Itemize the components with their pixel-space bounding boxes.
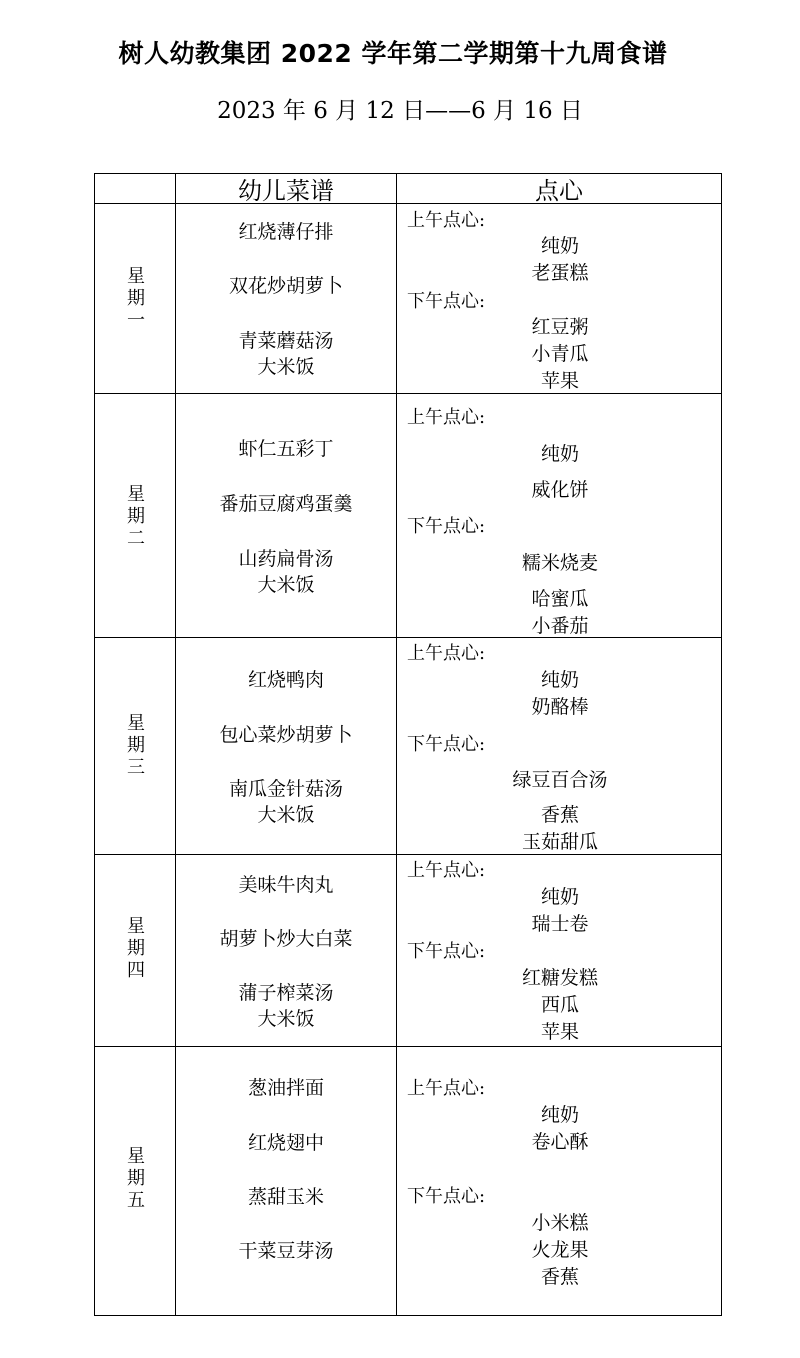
snack-item: 玉茹甜瓜	[521, 831, 598, 853]
snack-item: 哈蜜瓜	[531, 588, 589, 610]
dish-item: 葱油拌面	[247, 1077, 324, 1099]
snack-item: 苹果	[540, 370, 579, 392]
day-label: 星 期 二	[127, 484, 145, 549]
dish-item: 大米饭	[257, 356, 315, 378]
snack-item: 纯奶	[540, 235, 579, 257]
dish-item: 美味牛肉丸	[238, 874, 334, 896]
snack-item: 香蕉	[540, 804, 579, 826]
dish-item: 大米饭	[257, 1008, 315, 1030]
am-snack-label: 上午点心:	[407, 860, 486, 881]
snack-item: 小青瓜	[531, 343, 589, 365]
menu-title: 树人幼教集团 2022 学年第二学期第十九周食谱	[118, 39, 668, 68]
am-snack-label: 上午点心:	[407, 643, 486, 664]
row-divider	[94, 854, 722, 855]
dish-item: 胡萝卜炒大白菜	[219, 928, 353, 950]
row-divider	[94, 393, 722, 394]
snack-item: 纯奶	[540, 443, 579, 465]
table-border-right	[721, 173, 722, 1315]
dish-item: 干菜豆芽汤	[238, 1240, 334, 1262]
snack-item: 小番茄	[531, 615, 589, 637]
dish-item: 双花炒胡萝卜	[228, 275, 343, 297]
dish-item: 南瓜金针菇汤	[228, 778, 343, 800]
snack-item: 西瓜	[540, 994, 579, 1016]
am-snack-label: 上午点心:	[407, 407, 486, 428]
pm-snack-label: 下午点心:	[407, 516, 486, 537]
column-header-snacks: 点心	[535, 177, 583, 205]
dish-item: 蒸甜玉米	[247, 1186, 324, 1208]
snack-item: 绿豆百合汤	[512, 769, 608, 791]
dish-item: 虾仁五彩丁	[238, 438, 334, 460]
snack-item: 糯米烧麦	[521, 552, 598, 574]
pm-snack-label: 下午点心:	[407, 941, 486, 962]
snack-item: 香蕉	[540, 1266, 579, 1288]
snack-item: 纯奶	[540, 1104, 579, 1126]
snack-item: 卷心酥	[531, 1131, 589, 1153]
dish-item: 山药扁骨汤	[238, 548, 334, 570]
snack-item: 红豆粥	[531, 316, 589, 338]
dish-item: 红烧薄仔排	[238, 221, 334, 243]
column-divider	[396, 173, 397, 1315]
dish-item: 包心菜炒胡萝卜	[219, 724, 353, 746]
dish-item: 大米饭	[257, 804, 315, 826]
row-divider	[94, 1046, 722, 1047]
dish-item: 番茄豆腐鸡蛋羹	[219, 493, 353, 515]
pm-snack-label: 下午点心:	[407, 734, 486, 755]
dish-item: 蒲子榨菜汤	[238, 982, 334, 1004]
snack-item: 小米糕	[531, 1212, 589, 1234]
dish-item: 青菜蘑菇汤	[238, 330, 334, 352]
am-snack-label: 上午点心:	[407, 210, 486, 231]
pm-snack-label: 下午点心:	[407, 291, 486, 312]
day-label: 星 期 四	[127, 916, 145, 981]
column-header-dishes: 幼儿菜谱	[238, 177, 334, 205]
table-border-bottom	[94, 1315, 722, 1316]
dish-item: 大米饭	[257, 574, 315, 596]
snack-item: 火龙果	[531, 1239, 589, 1261]
dish-item: 红烧鸭肉	[247, 669, 324, 691]
day-label: 星 期 五	[127, 1146, 145, 1211]
table-border-left	[94, 173, 95, 1315]
day-label: 星 期 一	[127, 266, 145, 331]
day-label: 星 期 三	[127, 713, 145, 778]
dish-item: 红烧翅中	[247, 1132, 324, 1154]
snack-item: 瑞士卷	[531, 913, 589, 935]
snack-item: 纯奶	[540, 669, 579, 691]
snack-item: 老蛋糕	[531, 262, 589, 284]
snack-item: 奶酪棒	[531, 696, 589, 718]
am-snack-label: 上午点心:	[407, 1078, 486, 1099]
snack-item: 苹果	[540, 1021, 579, 1043]
pm-snack-label: 下午点心:	[407, 1186, 486, 1207]
snack-item: 威化饼	[531, 479, 589, 501]
date-range: 2023 年 6 月 12 日——6 月 16 日	[217, 98, 583, 124]
snack-item: 纯奶	[540, 886, 579, 908]
snack-item: 红糖发糕	[521, 967, 598, 989]
